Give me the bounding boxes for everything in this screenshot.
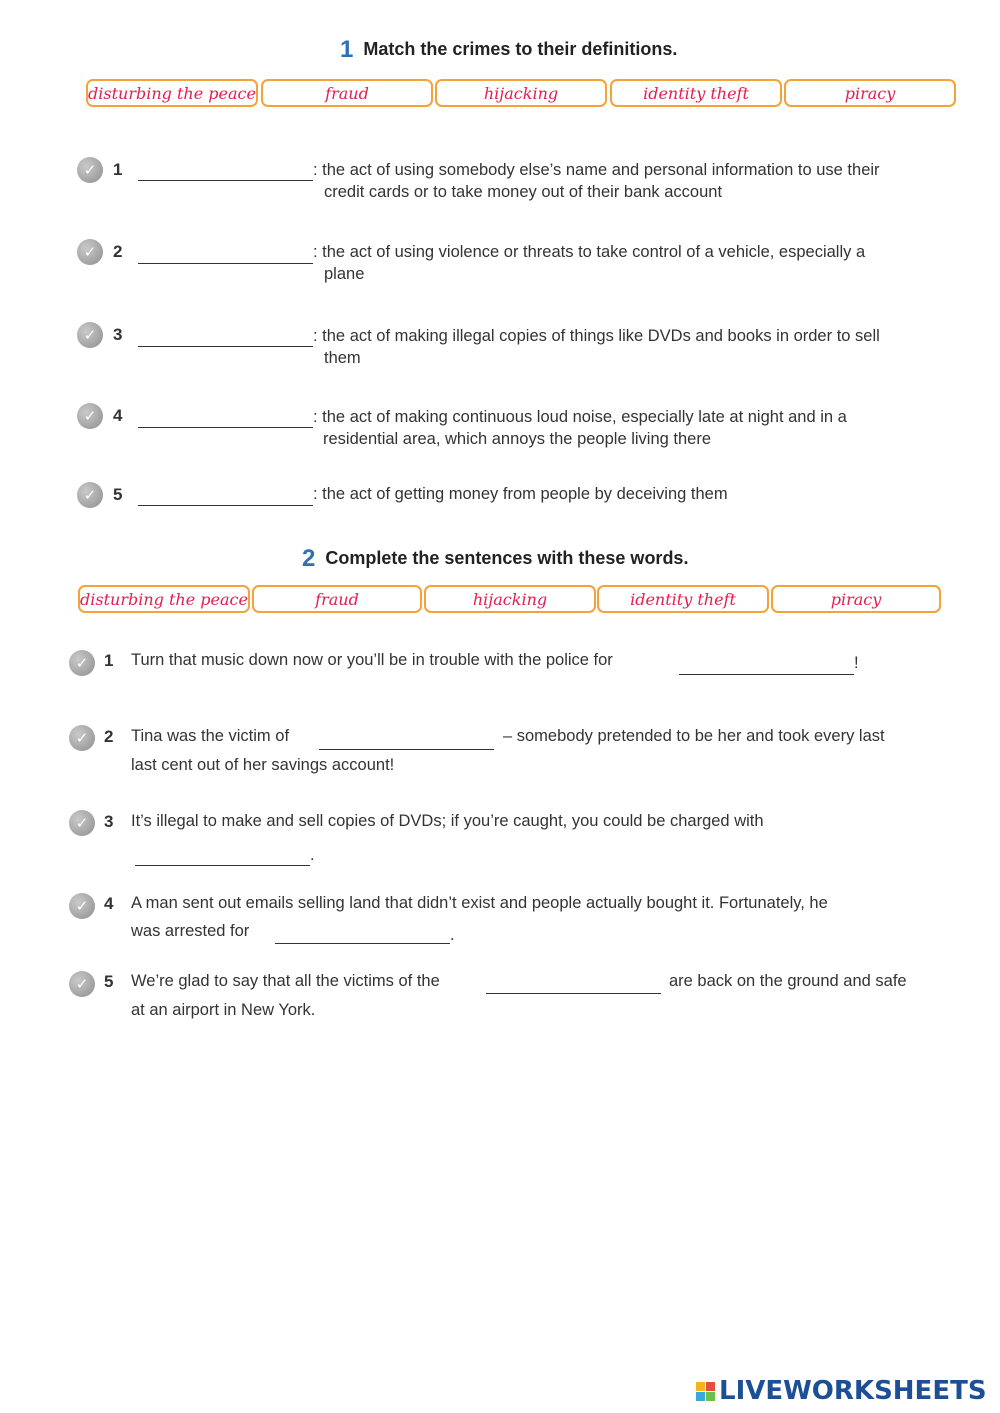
checkmark-icon[interactable]: ✓: [69, 725, 95, 751]
word-box[interactable]: disturbing the peace: [86, 79, 258, 107]
sentence-text: .: [310, 846, 315, 864]
checkmark-icon[interactable]: ✓: [77, 239, 103, 265]
exercise2-number: 2: [302, 545, 316, 572]
word-box[interactable]: fraud: [252, 585, 422, 613]
question-number: 3: [104, 812, 114, 831]
exercise1-heading: [340, 36, 677, 64]
word-box[interactable]: hijacking: [435, 79, 607, 107]
exercise1-number: 1: [340, 36, 354, 63]
question-number: 5: [113, 485, 123, 504]
definition-line: : the act of getting money from people by deceiving them: [313, 485, 728, 503]
question-number: 1: [113, 160, 123, 179]
question-number: 1: [104, 651, 114, 670]
word-box[interactable]: identity theft: [597, 585, 769, 613]
logo-mark-icon: [696, 1382, 715, 1401]
sentence-text: are back on the ground and safe: [669, 972, 907, 990]
sentence-text: – somebody pretended to be her and took every last: [503, 727, 885, 745]
sentence-text: Turn that music down now or you’ll be in trouble with the police for: [131, 651, 613, 669]
sentence-text: Tina was the victim of: [131, 727, 290, 745]
answer-input[interactable]: [275, 923, 450, 944]
checkmark-icon[interactable]: ✓: [77, 403, 103, 429]
checkmark-icon[interactable]: ✓: [77, 322, 103, 348]
answer-input[interactable]: [138, 407, 313, 428]
word-box[interactable]: fraud: [261, 79, 433, 107]
question-number: 4: [104, 894, 114, 913]
sentence-text: It’s illegal to make and sell copies of DVDs; if you’re caught, you could be charged with: [131, 812, 764, 830]
exercise2-heading: [302, 545, 688, 573]
word-box[interactable]: piracy: [784, 79, 956, 107]
definition-line: : the act of using violence or threats to take control of a vehicle, especially a: [313, 243, 866, 261]
answer-input[interactable]: [138, 485, 313, 506]
answer-input[interactable]: [679, 654, 854, 675]
word-box[interactable]: disturbing the peace: [78, 585, 250, 613]
question-number: 2: [104, 727, 114, 746]
sentence-text: at an airport in New York.: [131, 1001, 316, 1019]
question-number: 3: [113, 325, 123, 344]
checkmark-icon[interactable]: ✓: [77, 482, 103, 508]
checkmark-icon[interactable]: ✓: [69, 971, 95, 997]
question-number: 2: [113, 242, 123, 261]
checkmark-icon[interactable]: ✓: [69, 810, 95, 836]
logo-text: LIVEWORKSHEETS: [719, 1376, 987, 1406]
definition-line: credit cards or to take money out of their bank account: [324, 183, 723, 201]
definition-line: : the act of making illegal copies of things like DVDs and books in order to sell: [313, 327, 880, 345]
word-box[interactable]: identity theft: [610, 79, 782, 107]
answer-input[interactable]: [319, 729, 494, 750]
answer-input[interactable]: [138, 160, 313, 181]
liveworksheets-logo: [696, 1376, 987, 1406]
word-box[interactable]: piracy: [771, 585, 941, 613]
definition-line: residential area, which annoys the people living there: [323, 430, 711, 448]
sentence-text: A man sent out emails selling land that didn’t exist and people actually bought it. Fortunately, he: [131, 894, 828, 912]
definition-line: : the act of making continuous loud noise, especially late at night and in a: [313, 408, 847, 426]
answer-input[interactable]: [138, 326, 313, 347]
checkmark-icon[interactable]: ✓: [69, 893, 95, 919]
sentence-text: We’re glad to say that all the victims of the: [131, 972, 440, 990]
sentence-text: was arrested for: [131, 922, 250, 940]
definition-line: plane: [324, 265, 365, 283]
answer-input[interactable]: [138, 243, 313, 264]
question-number: 5: [104, 972, 114, 991]
definition-line: them: [324, 349, 361, 367]
answer-input[interactable]: [135, 845, 310, 866]
checkmark-icon[interactable]: ✓: [77, 157, 103, 183]
exercise1-title: Match the crimes to their definitions.: [363, 39, 678, 59]
answer-input[interactable]: [486, 973, 661, 994]
word-box[interactable]: hijacking: [424, 585, 596, 613]
definition-line: : the act of using somebody else’s name and personal information to use their: [313, 161, 880, 179]
exercise2-title: Complete the sentences with these words.: [325, 548, 689, 568]
question-number: 4: [113, 406, 123, 425]
sentence-text: .: [450, 926, 455, 944]
sentence-text: !: [854, 654, 859, 672]
checkmark-icon[interactable]: ✓: [69, 650, 95, 676]
sentence-text: last cent out of her savings account!: [131, 756, 395, 774]
